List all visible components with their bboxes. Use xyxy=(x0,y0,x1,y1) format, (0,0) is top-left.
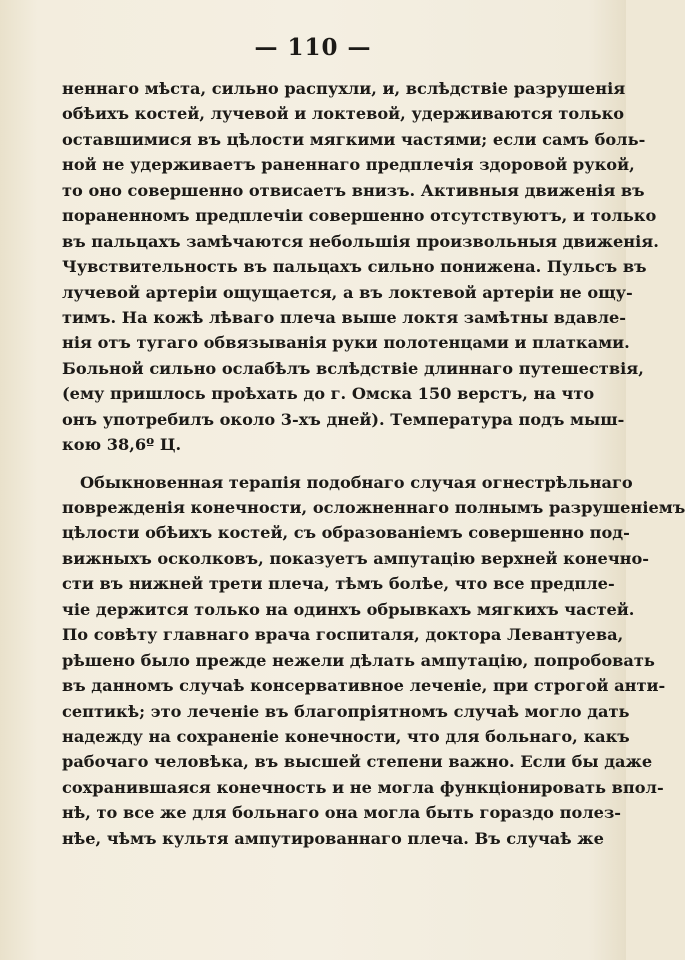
text-line: сохранившаяся конечность и не могла функціонировать впол- xyxy=(62,777,664,797)
text-line: ной не удерживаетъ раненнаго предплечія здоровой рукой, xyxy=(62,155,635,175)
text-line: поврежденія конечности, осложненнаго полнымъ разрушеніемъ xyxy=(62,498,685,517)
text-line: нѣ, то все же для больнаго она могла быть гораздо полез- xyxy=(62,803,622,823)
paragraph-1 xyxy=(62,76,659,458)
text-line: обѣихъ костей, лучевой и локтевой, удерживаются только xyxy=(62,104,625,124)
text-line: надежду на сохраненіе конечности, что для больнаго, какъ xyxy=(62,726,630,746)
text-line: цѣлости обѣихъ костей, съ образованіемъ совершенно под- xyxy=(62,523,630,543)
text-line: септикѣ; это леченіе въ благопріятномъ случаѣ могло дать xyxy=(62,701,630,721)
text-line: тимъ. На кожѣ лѣваго плеча выше локтя замѣтны вдавле- xyxy=(62,307,627,327)
paragraph-2 xyxy=(62,470,685,852)
text-line: неннаго мѣста, сильно распухли, и, вслѣдствіе разрушенія xyxy=(62,79,626,98)
text-line: оставшимися въ цѣлости мягкими частями; если самъ боль- xyxy=(62,129,646,149)
text-line: нія отъ тугаго обвязыванія руки полотенцами и платками. xyxy=(62,333,630,353)
text-line: По совѣту главнаго врача госпиталя, доктора Левантуева, xyxy=(62,625,624,645)
text-line: кою 38,6º Ц. xyxy=(62,435,182,455)
text-line: (ему пришлось проѣхать до г. Омска 150 верстъ, на что xyxy=(62,384,595,404)
text-line: въ данномъ случаѣ консервативное леченіе, при строгой анти- xyxy=(62,676,666,696)
text-line: Обыкновенная терапія подобнаго случая огнестрѣльнаго xyxy=(80,472,633,492)
paragraph-gap xyxy=(62,458,570,470)
text-line: рабочаго человѣка, въ высшей степени важно. Если бы даже xyxy=(62,752,653,772)
text-line: нѣе, чѣмъ культя ампутированнаго плеча. Въ случаѣ же xyxy=(62,828,604,848)
text-line: то оно совершенно отвисаетъ внизъ. Активныя движенія въ xyxy=(62,180,645,200)
text-line: чіе держится только на одинхъ обрывкахъ мягкихъ частей. xyxy=(62,599,635,619)
text-line: въ пальцахъ замѣчаются небольшія произвольныя движенія. xyxy=(62,231,659,251)
text-line: Чувствительность въ пальцахъ сильно понижена. Пульсъ въ xyxy=(62,257,647,277)
text-line: сти въ нижней трети плеча, тѣмъ болѣе, что все предпле- xyxy=(62,574,615,594)
text-line: вижныхъ осколковъ, показуетъ ампутацію верхней конечно- xyxy=(62,548,650,568)
text-line: лучевой артеріи ощущается, а въ локтевой артеріи не ощу- xyxy=(62,282,633,302)
text-line: пораненномъ предплечіи совершенно отсутствуютъ, и только xyxy=(62,206,657,226)
text-line: рѣшено было прежде нежели дѣлать ампутацію, попробовать xyxy=(62,650,655,670)
text-line: онъ употребилъ около 3-хъ дней). Температура подъ мыш- xyxy=(62,409,625,429)
page-number: — 110 — xyxy=(254,34,372,61)
body-text xyxy=(62,76,685,851)
text-line: Больной сильно ослабѣлъ вслѣдствіе длиннаго путешествія, xyxy=(62,358,644,378)
